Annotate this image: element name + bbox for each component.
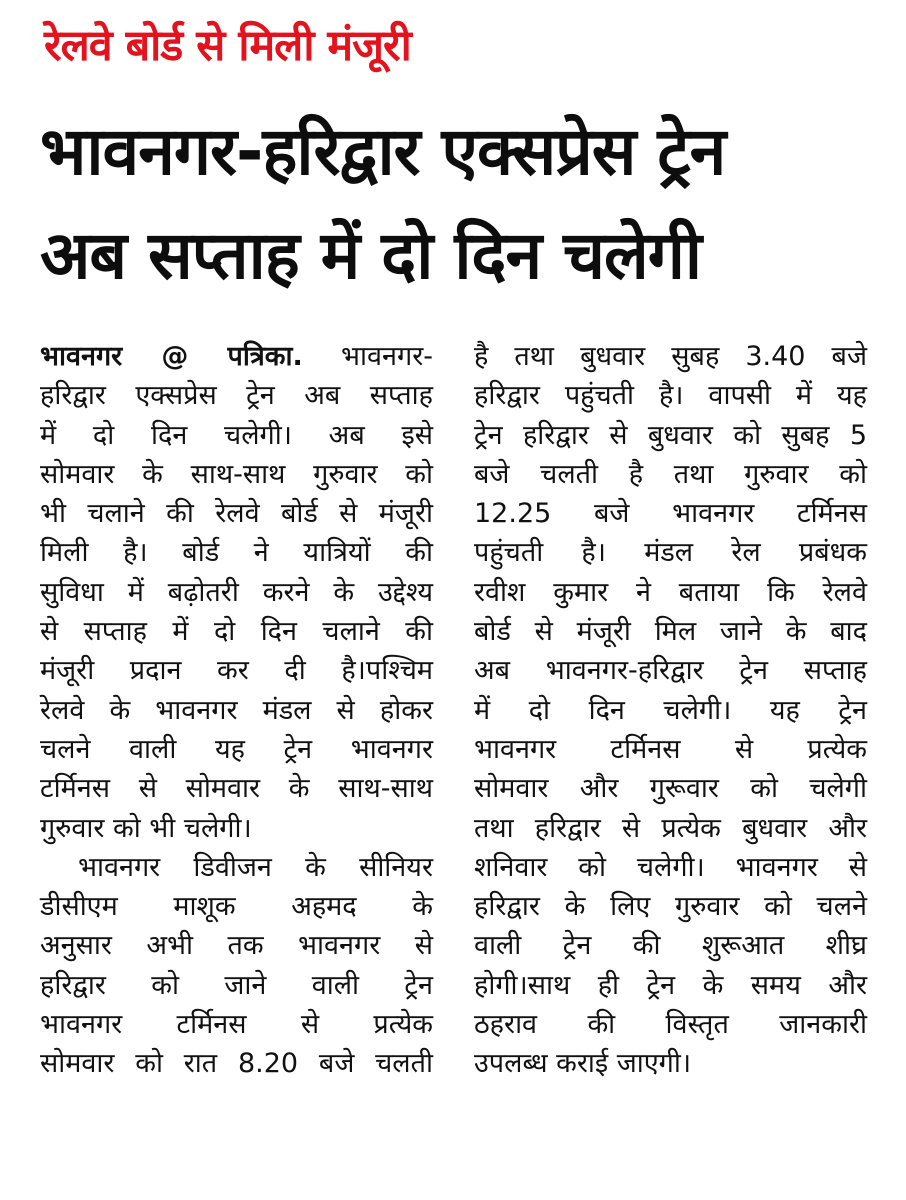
text-line: अनुसार अभी तक भावनगर से bbox=[40, 930, 433, 962]
text-line: हरिद्वार को जाने वाली ट्रेन bbox=[40, 969, 433, 1001]
text-line: अब भावनगर-हरिद्वार ट्रेन सप्ताह bbox=[474, 655, 867, 687]
text-line: से सप्ताह में दो दिन चलाने की bbox=[40, 616, 433, 648]
text-line: हरिद्वार एक्सप्रेस ट्रेन अब सप्ताह bbox=[40, 380, 433, 412]
headline-line-2: अब सप्ताह में दो दिन चलेगी bbox=[40, 217, 701, 294]
text-line: टर्मिनस से सोमवार के साथ-साथ bbox=[40, 773, 433, 805]
text-line: में दो दिन चलेगी। अब इसे bbox=[40, 419, 433, 451]
text-line: ट्रेन हरिद्वार से बुधवार को सुबह 5 bbox=[474, 419, 867, 451]
article-column-right bbox=[474, 337, 867, 1084]
text-line: रवीश कुमार ने बताया कि रेलवे bbox=[474, 576, 867, 608]
text-line: वाली ट्रेन की शुरूआत शीघ्र bbox=[474, 930, 867, 962]
text-line: मंजूरी प्रदान कर दी है।पश्चिम bbox=[40, 655, 433, 687]
text-line bbox=[40, 337, 433, 376]
text-line: भावनगर टर्मिनस से प्रत्येक bbox=[40, 1009, 433, 1041]
text-line: सोमवार के साथ-साथ गुरुवार को bbox=[40, 458, 433, 490]
text-line: होगी।साथ ही ट्रेन के समय और bbox=[474, 969, 867, 1001]
text-line: शनिवार को चलेगी। भावनगर से bbox=[474, 851, 867, 883]
text-line: में दो दिन चलेगी। यह ट्रेन bbox=[474, 694, 867, 726]
text-line: भावनगर टर्मिनस से प्रत्येक bbox=[474, 733, 867, 765]
text-line: बोर्ड से मंजूरी मिल जाने के बाद bbox=[474, 616, 867, 648]
text-line: 12.25 बजे भावनगर टर्मिनस bbox=[474, 498, 867, 530]
text-line: सुविधा में बढ़ोतरी करने के उद्देश्य bbox=[40, 576, 433, 608]
text-line: तथा हरिद्वार से प्रत्येक बुधवार और bbox=[474, 812, 867, 844]
text-fragment: भावनगर- bbox=[302, 341, 433, 372]
text-line: भावनगर डिवीजन के सीनियर bbox=[78, 851, 433, 883]
text-line: बजे चलती है तथा गुरुवार को bbox=[474, 458, 867, 490]
text-line: सोमवार और गुरूवार को चलेगी bbox=[474, 773, 867, 805]
text-line: उपलब्ध कराई जाएगी। bbox=[474, 1048, 692, 1080]
kicker-label: रेलवे बोर्ड से मिली मंजूरी bbox=[44, 21, 411, 71]
text-line: पहुंचती है। मंडल रेल प्रबंधक bbox=[474, 537, 867, 569]
text-line: सोमवार को रात 8.20 बजे चलती bbox=[40, 1048, 433, 1080]
dateline: भावनगर @ पत्रिका. bbox=[40, 341, 303, 372]
article-column-left bbox=[40, 337, 433, 1084]
text-line: गुरुवार को भी चलेगी। bbox=[40, 812, 252, 844]
text-line: ठहराव की विस्तृत जानकारी bbox=[474, 1009, 867, 1041]
text-line: मिली है। बोर्ड ने यात्रियों की bbox=[40, 537, 433, 569]
text-line: है तथा बुधवार सुबह 3.40 बजे bbox=[474, 341, 867, 372]
text-line: रेलवे के भावनगर मंडल से होकर bbox=[40, 694, 433, 726]
headline-line-1: भावनगर-हरिद्वार एक्सप्रेस ट्रेन bbox=[40, 113, 726, 190]
text-line: भी चलाने की रेलवे बोर्ड से मंजूरी bbox=[40, 498, 433, 530]
text-line: हरिद्वार पहुंचती है। वापसी में यह bbox=[474, 380, 867, 412]
text-line: चलने वाली यह ट्रेन भावनगर bbox=[40, 733, 433, 765]
text-line: डीसीएम माशूक अहमद के bbox=[40, 891, 433, 923]
text-line: हरिद्वार के लिए गुरुवार को चलने bbox=[474, 891, 867, 923]
